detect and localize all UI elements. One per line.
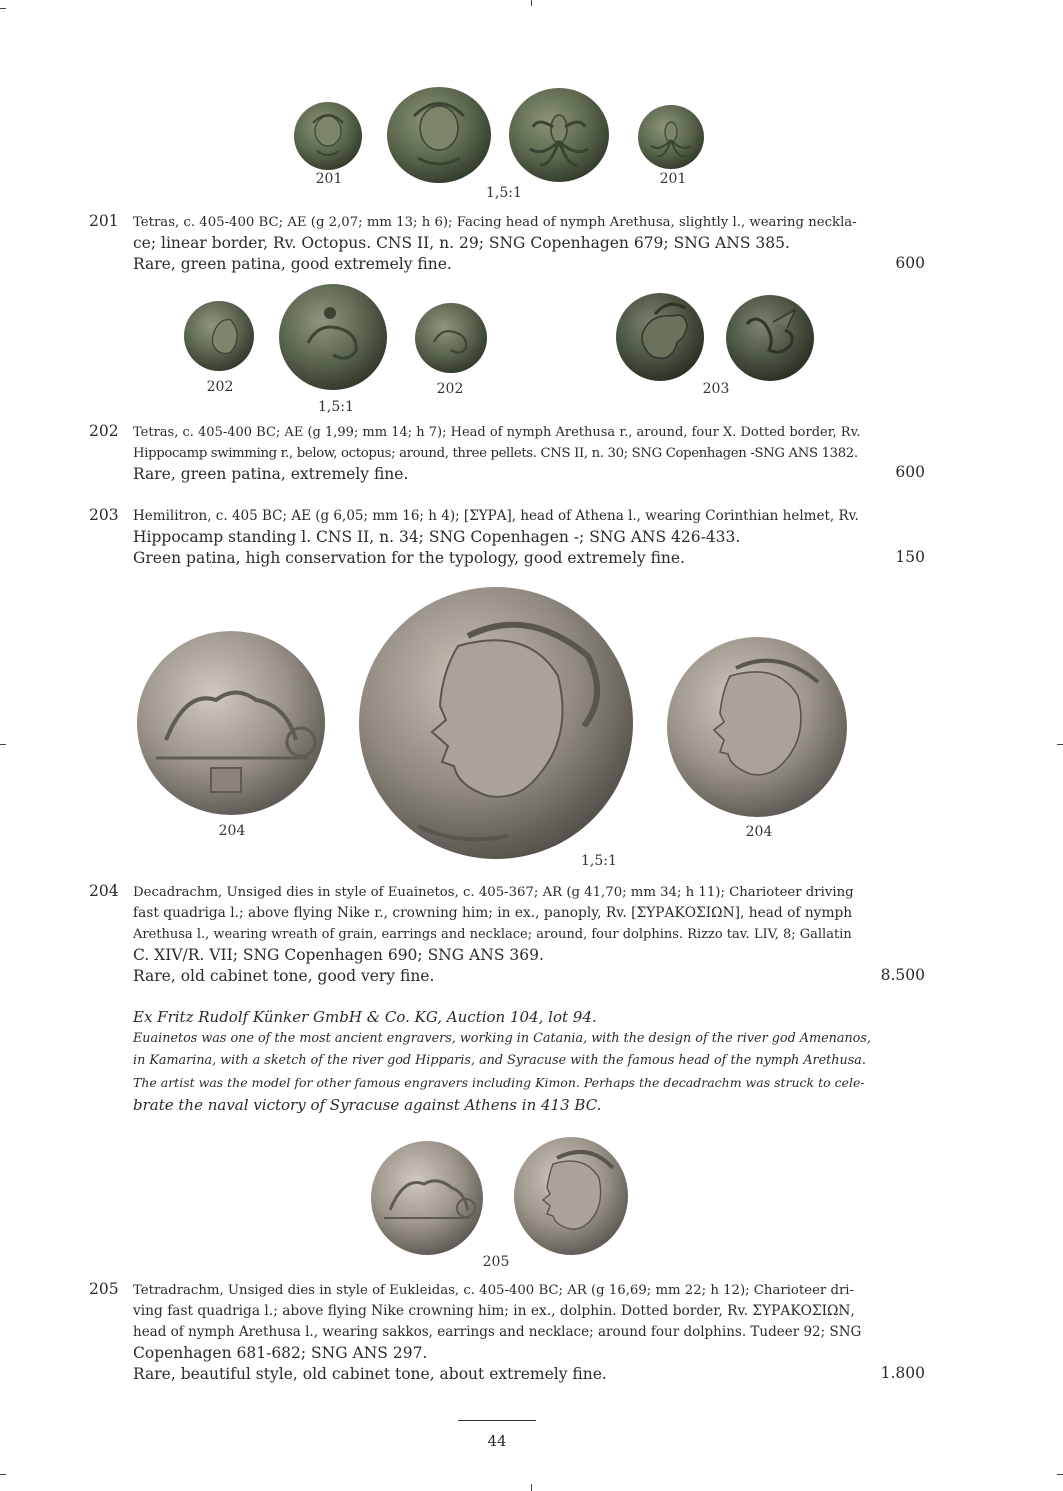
lot-description xyxy=(133,212,863,275)
enlargement-ratio: 1,5:1 xyxy=(581,853,617,869)
description-line: Hippocamp swimming r., below, octopus; around, three pellets. CNS II, n. 30; SNG Copenhagen -SNG ANS 1382. xyxy=(133,446,858,461)
page-number: 44 xyxy=(487,1432,507,1450)
lot-estimate: 600 xyxy=(895,254,925,272)
description-line: Rare, old cabinet tone, good very fine. xyxy=(133,967,435,985)
enlargement-ratio: 1,5:1 xyxy=(486,185,522,201)
coin-202-reverse-large-hippocamp xyxy=(278,283,388,391)
description-line: Rare, green patina, extremely fine. xyxy=(133,465,409,483)
coin-label: 204 xyxy=(745,824,773,840)
note-line: Euainetos was one of the most ancient engravers, working in Catania, with the design of the river god Amenanos, xyxy=(133,1031,871,1046)
lot-number: 203 xyxy=(89,506,119,524)
lot-estimate: 1.800 xyxy=(880,1364,925,1382)
coin-label: 201 xyxy=(315,171,343,187)
coin-label: 203 xyxy=(702,381,730,397)
lot-number: 202 xyxy=(89,422,119,440)
description-line: head of nymph Arethusa l., wearing sakkos, earrings and necklace; around four dolphins. Tudeer 92; SNG xyxy=(133,1324,862,1340)
lot-estimate: 600 xyxy=(895,463,925,481)
description-line: Rare, beautiful style, old cabinet tone, about extremely fine. xyxy=(133,1365,607,1383)
lot-number: 204 xyxy=(89,882,119,900)
coin-201-reverse-large-octopus xyxy=(508,87,610,183)
note-line: Ex Fritz Rudolf Künker GmbH & Co. KG, Auction 104, lot 94. xyxy=(133,1008,597,1026)
lot-estimate: 8.500 xyxy=(880,966,925,984)
description-line: Copenhagen 681-682; SNG ANS 297. xyxy=(133,1344,428,1362)
description-line: ving fast quadriga l.; above flying Nike crowning him; in ex., dolphin. Dotted border, Rv. ΣΥΡΑΚΟΣΙΩΝ, xyxy=(133,1303,855,1319)
coin-label: 205 xyxy=(482,1254,510,1270)
coin-label: 204 xyxy=(218,823,246,839)
description-line: Decadrachm, Unsiged dies in style of Euainetos, c. 405-367; AR (g 41,70; mm 34; h 11); Charioteer driving xyxy=(133,885,854,900)
coin-204-reverse-enlarged xyxy=(358,586,634,860)
enlargement-ratio: 1,5:1 xyxy=(318,399,354,415)
description-line: fast quadriga l.; above flying Nike r., crowning him; in ex., panoply, Rv. [ΣΥΡΑΚΟΣΙΩΝ], head of nymph xyxy=(133,905,853,921)
crop-mark-left-top xyxy=(0,8,6,9)
coin-204-reverse xyxy=(666,636,848,818)
crop-mark-bottom xyxy=(531,1484,532,1491)
description-line: Hemilitron, c. 405 BC; AE (g 6,05; mm 16; h 4); [ΣΥΡΑ], head of Athena l., wearing Corinthian helmet, Rv. xyxy=(133,508,859,524)
description-line: Tetras, c. 405-400 BC; AE (g 1,99; mm 14; h 7); Head of nymph Arethusa r., around, four X. Dotted border, Rv. xyxy=(133,425,861,440)
coin-202-reverse-small-hippocamp xyxy=(414,302,488,374)
lot-description xyxy=(133,506,863,569)
footer-rule xyxy=(458,1420,536,1421)
coin-201-obverse-small xyxy=(293,101,363,171)
lot-number: 205 xyxy=(89,1280,119,1298)
coin-204-obverse-quadriga xyxy=(136,630,326,816)
description-line: Hippocamp standing l. CNS II, n. 34; SNG Copenhagen -; SNG ANS 426-433. xyxy=(133,528,741,546)
lot-number: 201 xyxy=(89,212,119,230)
lot-description xyxy=(133,1280,863,1385)
lot-description xyxy=(133,422,863,485)
coin-201-obverse-large xyxy=(386,86,492,184)
coin-label: 202 xyxy=(206,379,234,395)
coin-205-obverse-quadriga xyxy=(370,1140,484,1256)
description-line: Green patina, high conservation for the typology, good extremely fine. xyxy=(133,549,686,567)
coin-label: 202 xyxy=(436,381,464,397)
lot-description xyxy=(133,882,863,987)
description-line: C. XIV/R. VII; SNG Copenhagen 690; SNG ANS 369. xyxy=(133,946,544,964)
crop-mark-right-bottom xyxy=(1057,1474,1063,1475)
description-line: Tetradrachm, Unsiged dies in style of Eukleidas, c. 405-400 BC; AR (g 16,69; mm 22; h 12); Charioteer dri- xyxy=(133,1283,854,1298)
description-line: Arethusa l., wearing wreath of grain, earrings and necklace; around, four dolphins. Rizzo tav. LIV, 8; Gallatin xyxy=(133,927,852,942)
provenance-note xyxy=(133,1006,873,1116)
crop-mark-left-mid xyxy=(0,744,6,745)
description-line: Rare, green patina, good extremely fine. xyxy=(133,255,452,273)
coin-203-reverse-hippocamp xyxy=(725,294,815,382)
coin-201-reverse-small-octopus xyxy=(637,104,705,170)
coin-205-reverse-arethusa xyxy=(513,1136,629,1256)
coin-203-obverse-athena xyxy=(615,292,705,382)
crop-mark-right-mid xyxy=(1057,744,1063,745)
description-line: Tetras, c. 405-400 BC; AE (g 2,07; mm 13; h 6); Facing head of nymph Arethusa, slightly l., wearing neckla- xyxy=(133,215,857,230)
coin-202-obverse-small xyxy=(183,300,255,372)
note-line: brate the naval victory of Syracuse against Athens in 413 BC. xyxy=(133,1096,602,1114)
description-line: ce; linear border, Rv. Octopus. CNS II, n. 29; SNG Copenhagen 679; SNG ANS 385. xyxy=(133,234,790,252)
coin-label: 201 xyxy=(659,171,687,187)
note-line: in Kamarina, with a sketch of the river god Hipparis, and Syracuse with the famous head of the nymph Arethusa. xyxy=(133,1053,866,1068)
crop-mark-top xyxy=(531,0,532,6)
note-line: The artist was the model for other famous engravers including Kimon. Perhaps the decadrachm was struck to cele- xyxy=(133,1075,865,1090)
crop-mark-left-bottom xyxy=(0,1474,6,1475)
lot-estimate: 150 xyxy=(895,548,925,566)
